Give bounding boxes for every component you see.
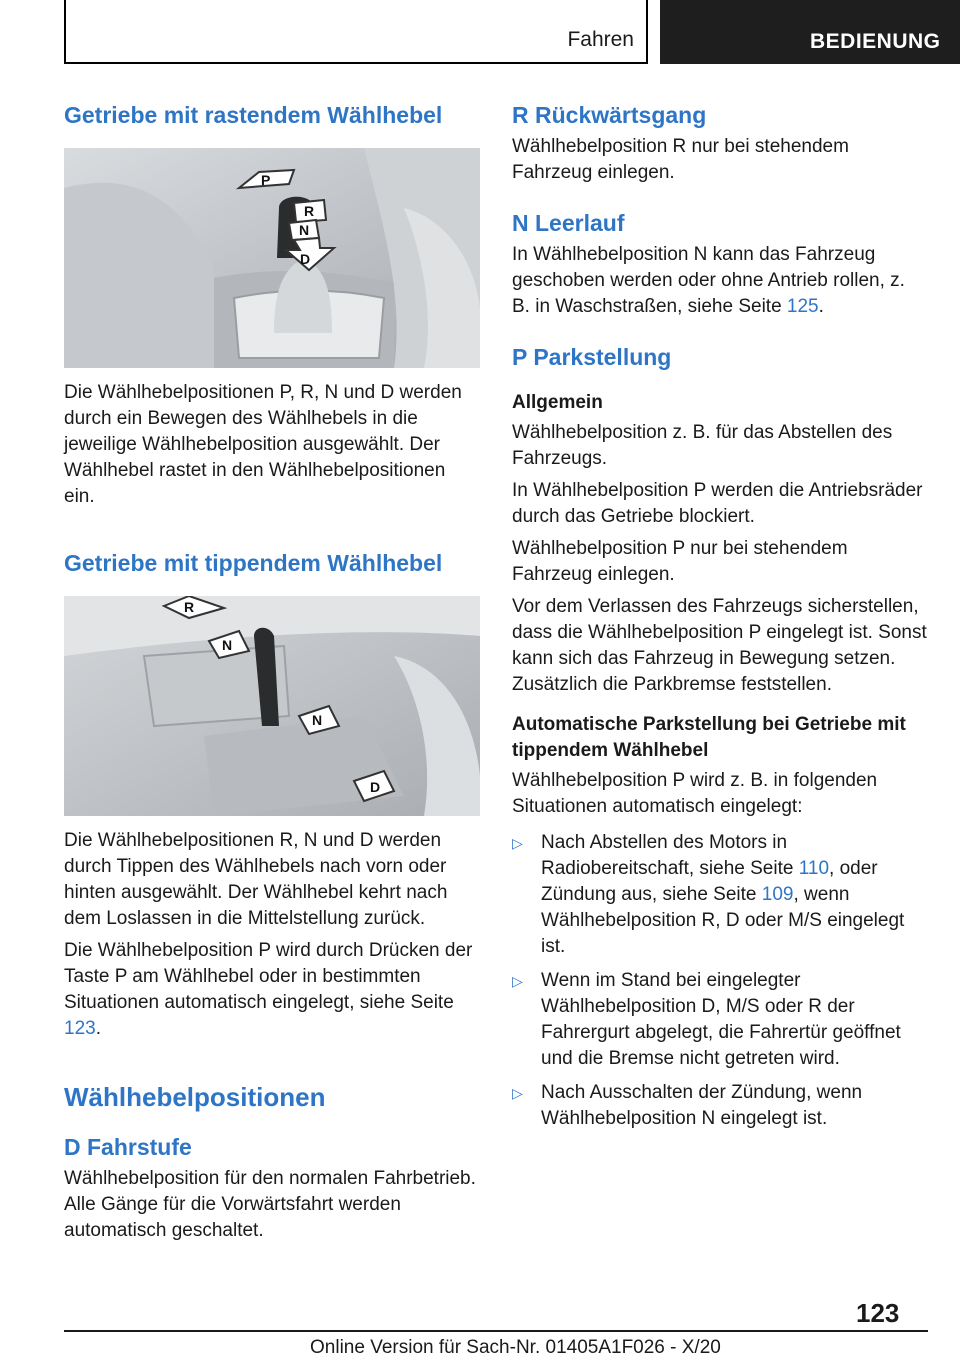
paragraph-tippend-1: Die Wählhebelpositionen R, N und D werden durch Tippen des Wählhebels nach vorn oder hinten ausgewählt. Der Wählhebel kehrt nach dem Loslassen in die Mittelstellung zurück.: [64, 830, 448, 929]
heading-auto-park: Automatische Parkstellung bei Getriebe mit tippendem Wählhebel: [512, 714, 906, 761]
text-fragment: Nach Ausschalten der Zündung, wenn Wählhebelposition N eingelegt ist.: [541, 1082, 863, 1129]
heading-r: R Rückwärtsgang: [512, 102, 707, 128]
text-fragment: , wenn Wählhebelposition R, D oder M/S eingelegt ist.: [541, 884, 905, 957]
right-column: [512, 100, 928, 1140]
paragraph-auto-park: Wählhebelposition P wird z. B. in folgenden Situationen automatisch eingelegt:: [512, 770, 878, 817]
list-item: [512, 1080, 928, 1132]
fig2-label-r: R: [184, 599, 195, 615]
heading-rastend: Getriebe mit rastendem Wählhebel: [64, 102, 443, 128]
text-fragment: In Wählhebelposition N kann das Fahrzeug geschoben werden oder ohne Antrieb rollen, z. B. in Waschstraßen, siehe Seite: [512, 244, 905, 317]
bullet-list: [512, 830, 928, 1132]
paragraph-d: Wählhebelposition für den normalen Fahrbetrieb. Alle Gänge für die Vorwärtsfahrt werden automatisch geschaltet.: [64, 1168, 476, 1241]
list-item: [512, 968, 928, 1072]
header-section-tab: [660, 0, 960, 64]
fig1-label-r: R: [304, 203, 315, 219]
figure-tippend-selector: [64, 596, 480, 816]
list-item: [512, 830, 928, 960]
paragraph-tippend-2: [64, 938, 480, 1042]
page-number: 123: [856, 1298, 900, 1328]
heading-p: P Parkstellung: [512, 344, 672, 370]
fig2-label-n-upper: N: [222, 637, 233, 653]
heading-tippend: Getriebe mit tippendem Wählhebel: [64, 550, 443, 576]
text-fragment: , oder Zündung aus, siehe Seite: [541, 858, 878, 905]
text-fragment: Wenn im Stand bei eingelegter Wählhebelposition D, M/S oder R der Fahrergurt abgelegt, die Fahrertür geöffnet und die Bremse nicht getreten wird.: [541, 970, 901, 1069]
text-fragment: .: [95, 1018, 101, 1039]
text-fragment: Nach Abstellen des Motors in Radiobereitschaft, siehe Seite: [541, 832, 799, 879]
paragraph-rastend: Die Wählhebelpositionen P, R, N und D werden durch ein Bewegen des Wählhebels in die jeweilige Wählhebelposition ausgewählt. Der Wählhebel rastet in den Wählhebelpositionen ein.: [64, 382, 462, 507]
fig2-label-d: D: [370, 779, 381, 795]
fig2-label-n-lower: N: [312, 712, 323, 728]
triangle-bullet-icon: ▷: [512, 1085, 523, 1101]
gear-selector-illustration-2: [64, 596, 480, 816]
section-title: BEDIENUNG: [810, 30, 941, 53]
text-fragment: Die Wählhebelposition P wird durch Drücken der Taste P am Wählhebel oder in bestimmten Situationen automatisch eingelegt, siehe Seite: [64, 940, 473, 1013]
paragraph-allgemein-4: Vor dem Verlassen des Fahrzeugs sicherstellen, dass die Wählhebelposition P eingelegt ist. Sonst kann sich das Fahrzeug in Bewegung setzen. Zusätzlich die Parkbremse feststellen.: [512, 596, 927, 695]
paragraph-allgemein-2: In Wählhebelposition P werden die Antriebsräder durch das Getriebe blockiert.: [512, 480, 923, 527]
left-column: [64, 100, 480, 1244]
paragraph-n: [512, 242, 928, 320]
fig1-label-n: N: [299, 222, 310, 238]
triangle-bullet-icon: ▷: [512, 835, 523, 851]
heading-positionen: Wählhebelpositionen: [64, 1082, 326, 1112]
text-fragment: .: [818, 296, 824, 317]
paragraph-r: Wählhebelposition R nur bei stehendem Fahrzeug einlegen.: [512, 136, 849, 183]
paragraph-allgemein-1: Wählhebelposition z. B. für das Abstellen des Fahrzeugs.: [512, 422, 893, 469]
footer-divider: [64, 1330, 928, 1332]
heading-d-fahrstufe: D Fahrstufe: [64, 1134, 192, 1160]
fig1-label-p: P: [261, 172, 271, 188]
page-link-110[interactable]: 110: [798, 858, 830, 879]
gear-selector-illustration: [64, 148, 480, 368]
chapter-title: Fahren: [567, 28, 634, 51]
fig1-label-d: D: [300, 251, 311, 267]
heading-allgemein: Allgemein: [512, 392, 603, 413]
page-link-109[interactable]: 109: [761, 884, 794, 905]
footer-version-text: Online Version für Sach-Nr. 01405A1F026 - X/20: [310, 1337, 721, 1358]
heading-n: N Leerlauf: [512, 210, 625, 236]
triangle-bullet-icon: ▷: [512, 973, 523, 989]
header-chapter-tab: [64, 0, 648, 64]
page-link-125[interactable]: 125: [786, 296, 819, 317]
page-link-123[interactable]: 123: [64, 1018, 96, 1039]
paragraph-allgemein-3: Wählhebelposition P nur bei stehendem Fahrzeug einlegen.: [512, 538, 848, 585]
figure-rastend-selector: [64, 148, 480, 368]
